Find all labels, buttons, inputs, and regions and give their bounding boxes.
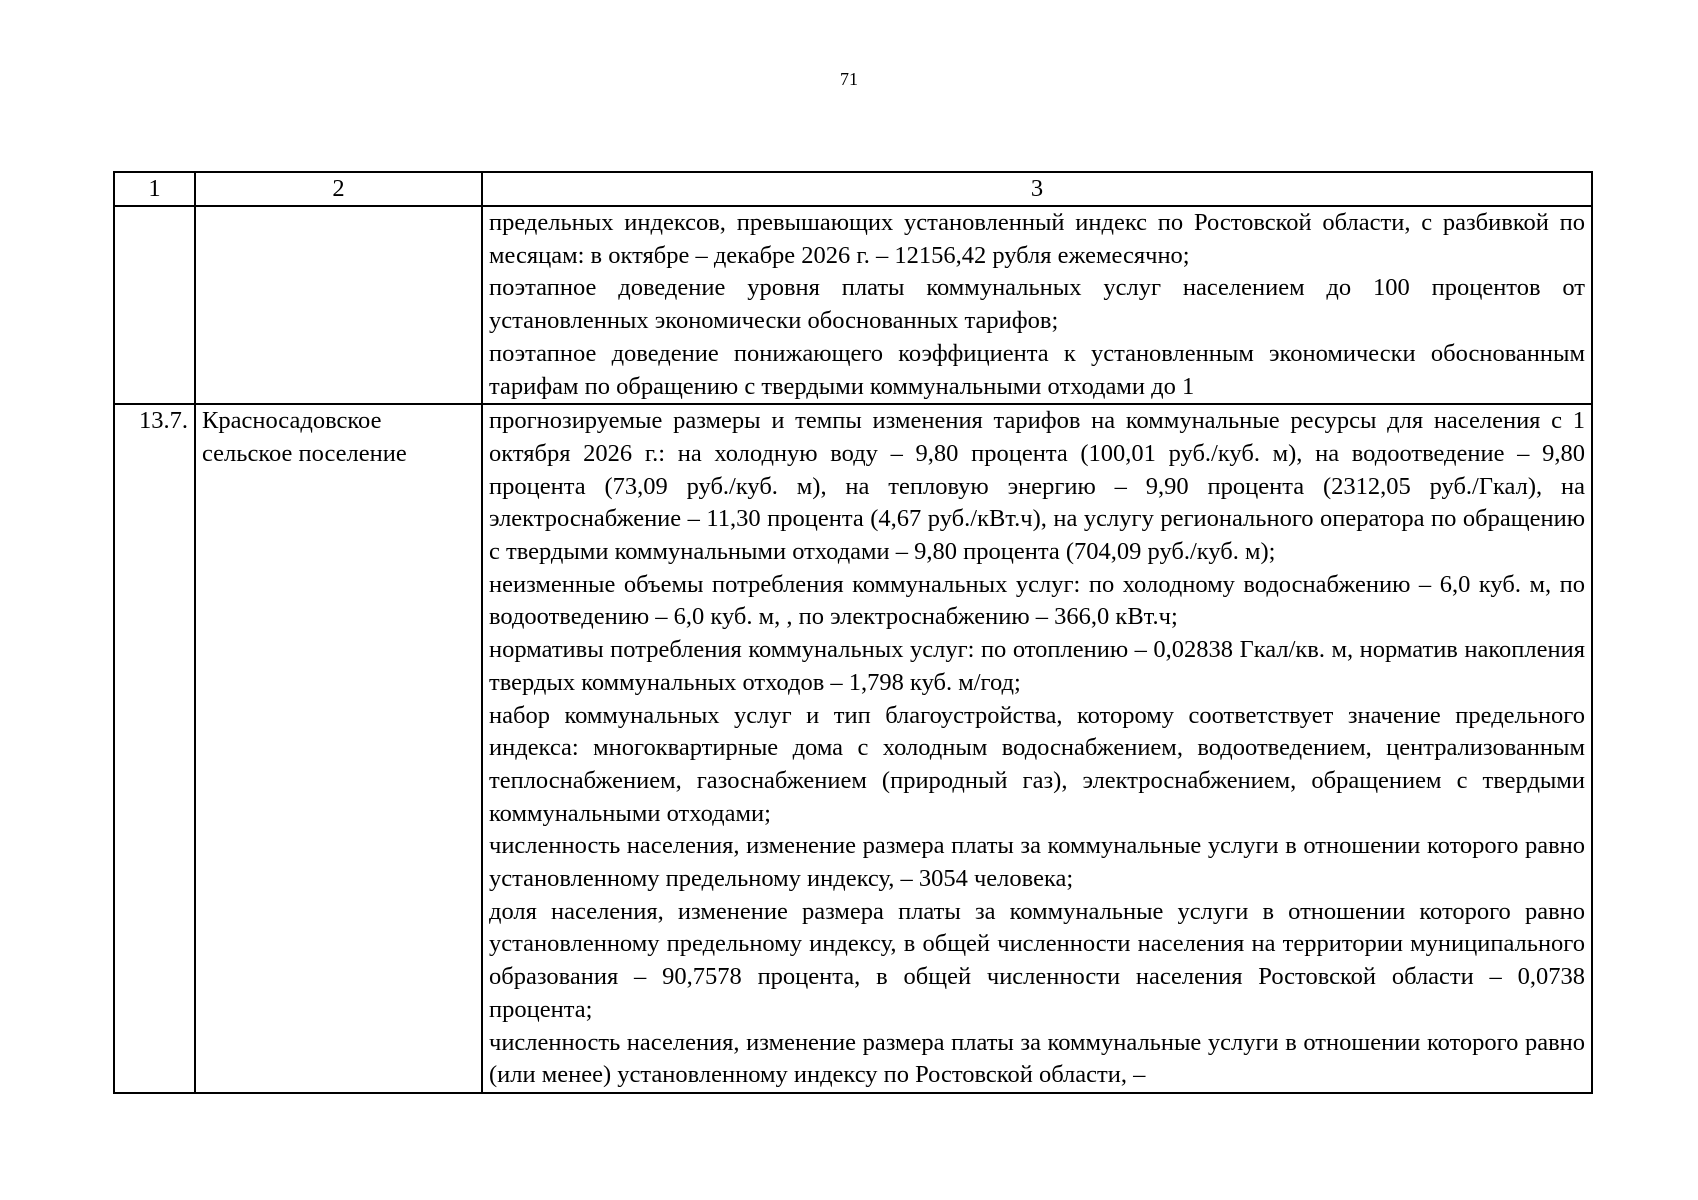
row-number-cell: 13.7. bbox=[114, 404, 195, 1093]
continuation-name-cell bbox=[195, 206, 482, 404]
continuation-paragraph: предельных индексов, превышающих установленный индекс по Ростовской области, с разбивкой по месяцам: в октябре – декабре 2026 г. – 12156,42 рубля ежемесячно; bbox=[489, 209, 1585, 269]
continuation-paragraph: поэтапное доведение уровня платы коммунальных услуг населением до 100 процентов от установленных экономически обоснованных тарифов; bbox=[489, 274, 1585, 335]
tariff-table bbox=[113, 171, 1593, 1094]
column-header-3: 3 bbox=[482, 172, 1592, 206]
column-header-1: 1 bbox=[114, 172, 195, 206]
table-row-13-7 bbox=[114, 404, 1592, 1093]
page-number: 71 bbox=[840, 69, 858, 89]
continuation-number-cell bbox=[114, 206, 195, 404]
settlement-name-cell: Красносадовское сельское поселение bbox=[195, 404, 482, 1093]
tariff-paragraph: неизменные объемы потребления коммунальных услуг: по холодному водоснабжению – 6,0 куб. м, по водоотведению – 6,0 куб. м, , по электроснабжению – 366,0 кВт.ч; bbox=[489, 570, 1585, 631]
continuation-paragraph: поэтапное доведение понижающего коэффициента к установленным экономически обоснованным тарифам по обращению с твердыми коммунальными отходами до 1 bbox=[489, 339, 1585, 400]
table-row-continuation bbox=[114, 206, 1592, 404]
column-header-2: 2 bbox=[195, 172, 482, 206]
tariff-paragraph: набор коммунальных услуг и тип благоустройства, которому соответствует значение предельного индекса: многоквартирные дома с холодным водоснабжением, водоотведением, централизованным теплоснабжением, газоснабжением (природный газ), электроснабжением, обращением с твердыми коммунальными отходами; bbox=[489, 701, 1585, 827]
table-header-row bbox=[114, 172, 1592, 206]
tariff-paragraph: нормативы потребления коммунальных услуг: по отоплению – 0,02838 Гкал/кв. м, норматив накопления твердых коммунальных отходов – 1,798 куб. м/год; bbox=[489, 636, 1585, 696]
tariff-paragraph: численность населения, изменение размера платы за коммунальные услуги в отношении которого равно (или менее) установленному индексу по Ростовской области, – bbox=[489, 1028, 1585, 1089]
tariff-paragraph: доля населения, изменение размера платы за коммунальные услуги в отношении которого равно установленному предельному индексу, в общей численности населения на территории муниципального образования – 90,7578 процента, в общей численности населения Ростовской области – 0,0738 процента; bbox=[489, 897, 1585, 1023]
tariff-paragraph: прогнозируемые размеры и темпы изменения тарифов на коммунальные ресурсы для населения с 1 октября 2026 г.: на холодную воду – 9,80 процента (100,01 руб./куб. м), на водоотведение – 9,80 процента (73,09 руб./куб. м), на тепловую энергию – 9,90 процента (2312,05 руб./Гкал), на электроснабжение – 11,30 процента (4,67 руб./кВт.ч), на услугу регионального оператора по обращению с твердыми коммунальными отходами – 9,80 процента (704,09 руб./куб. м); bbox=[489, 407, 1585, 566]
row-content-cell bbox=[482, 404, 1592, 1093]
continuation-content-cell bbox=[482, 206, 1592, 404]
tariff-paragraph: численность населения, изменение размера платы за коммунальные услуги в отношении которого равно установленному предельному индексу, – 3054 человека; bbox=[489, 832, 1585, 893]
